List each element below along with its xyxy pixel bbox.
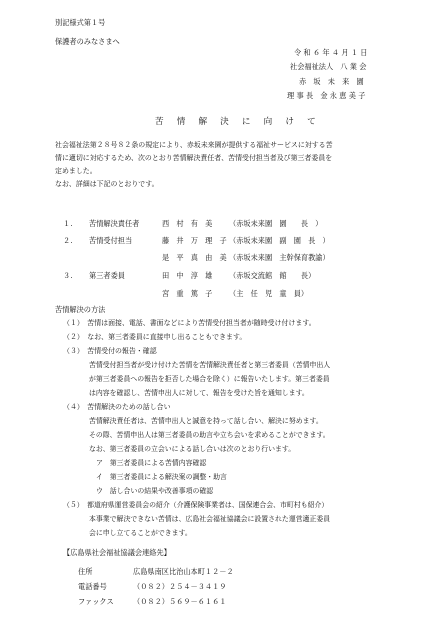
form-number: 別記様式第１号 xyxy=(55,18,106,27)
method-subitem: ウ 話し合いの結果や改善事項の確認 xyxy=(96,487,214,495)
contact-label: 住所 xyxy=(78,567,93,576)
greeting: 保護者のみなさまへ xyxy=(55,37,120,46)
contact-address: 広島県南区比治山本町１２－２ xyxy=(133,567,234,576)
staff-affiliation: （赤坂交流館 館 長） xyxy=(229,271,316,280)
school-name: 赤 坂 未 来 園 xyxy=(299,77,364,86)
director-name: 理 事 長 金 永 恵 美 子 xyxy=(287,91,366,100)
contact-label: ファックス xyxy=(78,597,114,606)
staff-name: 藤 井 万 理 子 xyxy=(162,236,227,245)
method-item: 苦情受付担当者が受け付けた苦情を苦情解決責任者と第三者委員（苦情申出人 xyxy=(89,361,331,369)
staff-name: 西 村 有 美 xyxy=(162,219,213,228)
issue-date: 令 和 ６ 年 ４ 月 １ 日 xyxy=(294,48,368,57)
intro-line: 定めました。 xyxy=(55,167,97,175)
method-item: 会に申し立てることができます。 xyxy=(89,529,192,537)
staff-affiliation: （主 任 児 童 員） xyxy=(229,289,309,298)
method-subitem: イ 第三者委員による解決案の調整・助言 xyxy=(96,473,227,481)
staff-role: 苦情受付担当 xyxy=(89,236,133,245)
method-item: 本事業で解決できない苦情は、広島社会福祉協議会に設置された運営適正委員 xyxy=(89,515,331,523)
method-item: （３） 苦情受付の報告・確認 xyxy=(63,347,157,355)
staff-number: ３. xyxy=(63,271,73,280)
staff-affiliation: （赤坂未来園 副 園 長 ） xyxy=(229,236,330,245)
staff-number: ２. xyxy=(63,236,73,245)
staff-affiliation: （赤坂未来園 主幹保育教諭） xyxy=(229,253,330,262)
method-item: なお、第三者委員の立会いによる話し合いは次のとおり行います。 xyxy=(89,445,296,453)
staff-affiliation: （赤坂未来園 園 長 ） xyxy=(229,219,323,228)
method-item: （４） 苦情解決のための話し合い xyxy=(63,403,171,411)
method-item: （５） 都道府県運営委員会の紹介（介護保険事業者は、国保連合会、市町村も紹介） xyxy=(63,501,329,509)
organization-type: 社会福祉法人 八 業 会 xyxy=(290,62,367,71)
method-item: （２） なお、第三者委員に直接申し出ることもできます。 xyxy=(63,333,247,341)
method-item: 苦情解決責任者は、苦情申出人と誠意を持って話し合い、解決に努めます。 xyxy=(89,417,323,425)
contact-fax: （０８２）５６９－６１６１ xyxy=(133,597,227,606)
method-item: は内容を確認し、苦情申出人に対して、報告を受けた旨を通知します。 xyxy=(89,389,309,397)
intro-line: 社会福祉法第２８号８２条の規定により、赤坂未来園が提供する福祉サービスに対する苦 xyxy=(55,141,333,149)
staff-number: １. xyxy=(63,219,73,228)
intro-line: 情に適切に対応するため、次のとおり苦情解決責任者、苦情受付担当者及び第三者委員を xyxy=(55,154,333,162)
contact-label: 電話番号 xyxy=(78,582,107,591)
staff-role: 苦情解決責任者 xyxy=(89,219,140,228)
staff-role: 第三者委員 xyxy=(89,271,125,280)
staff-name: 宮 重 篤 子 xyxy=(162,289,213,298)
method-heading: 苦情解決の方法 xyxy=(55,305,106,314)
staff-name: 田 中 淳 雄 xyxy=(162,271,213,280)
method-subitem: ア 第三者委員による苦情内容確認 xyxy=(96,459,207,467)
intro-line: なお、詳細は下記のとおりです。 xyxy=(55,180,159,188)
staff-name: 是 平 真 由 美 xyxy=(162,253,227,262)
page-title: 苦 情 解 決 に 向 け て xyxy=(155,117,321,127)
method-item: （１） 苦情は面接、電話、書面などにより苦情受付担当者が随時受け付けます。 xyxy=(63,319,316,327)
contact-phone: （０８２）２５４－３４１９ xyxy=(133,582,227,591)
method-item: が第三者委員への報告を拒否した場合を除く）に報告いたします。第三者委員 xyxy=(89,375,330,383)
contact-heading: 【広島県社会福祉協議会連絡先】 xyxy=(63,548,171,557)
method-item: その際、苦情申出人は第三者委員の助言や立ち会いを求めることができます。 xyxy=(89,431,330,439)
